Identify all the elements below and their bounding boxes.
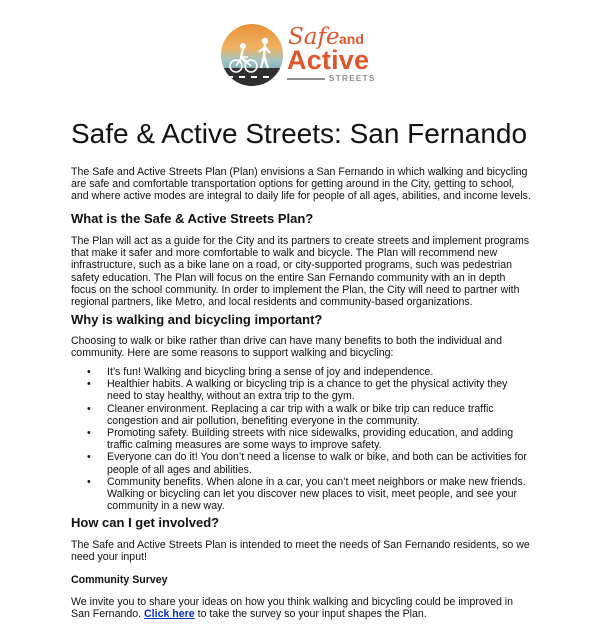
section-why-paragraph: Choosing to walk or bike rather than drive can have many benefits to both the individual and community. Here are some reasons to support walking and bicycling: <box>71 335 503 360</box>
survey-text-after: to take the survey so your input shapes the Plan. <box>194 608 427 621</box>
survey-link[interactable]: Click here <box>144 608 195 621</box>
page-title: Safe & Active Streets: San Fernando <box>71 118 528 149</box>
survey-text-before: We invite you to share your ideas on how you think walking and bicycling could be improved in San Fernando. <box>71 596 514 621</box>
section-how-paragraph: The Safe and Active Streets Plan is intended to meet the needs of San Fernando residents, so we need your input! <box>71 539 530 564</box>
section-heading-why: Why is walking and bicycling important? <box>71 312 323 327</box>
logo-word-safe: Safe <box>288 24 340 50</box>
intro-paragraph: The Safe and Active Streets Plan (Plan) envisions a San Fernando in which walking and bicycling are safe and comfortable transportation options for getting around in the City, getting to school, and where active modes are integral to daily life for people of all ages, abilities, and income levels. <box>71 166 531 203</box>
cyclist-and-pedestrian-icon <box>221 24 283 86</box>
safe-active-streets-logo <box>221 24 376 86</box>
section-what-paragraph: The Plan will act as a guide for the City and its partners to create streets and implement programs that make it safer and more comfortable to walk and bicycle. The Plan will recommend new infrastructure, such as a bike lane on a road, or city-supported programs, such was pedestrian safety education. The Plan will focus on the entire San Fernando community with an in depth focus on the school community. In order to implement the Plan, the City will need to partner with regional partners, like Metro, and local residents and community-based organizations. <box>71 235 530 309</box>
list-item: • Everyone can do it! You don’t need a license to walk or bike, and both can be activities for people of all ages and abilities. <box>71 451 531 475</box>
community-survey-heading: Community Survey <box>71 574 168 586</box>
benefits-list <box>71 366 531 512</box>
list-item: • Promoting safety. Building streets with nice sidewalks, providing education, and adding traffic calming measures are some ways to improve safety. <box>71 427 531 451</box>
list-item: • Healthier habits. A walking or bicycling trip is a chance to get the physical activity they need to stay healthy, without an extra trip to the gym. <box>71 378 531 402</box>
logo-word-active: Active <box>287 45 370 75</box>
list-item: • It’s fun! Walking and bicycling bring a sense of joy and independence. <box>71 366 531 378</box>
logo-word-streets: STREETS <box>329 74 376 83</box>
logo-word-and: and <box>339 31 364 47</box>
section-heading-what: What is the Safe & Active Streets Plan? <box>71 211 314 226</box>
list-item: • Community benefits. When alone in a car, you can’t meet neighbors or make new friends. Walking or bicycling can let you discover new places to visit, meet people, and see your community in a new way. <box>71 476 531 513</box>
list-item: • Cleaner environment. Replacing a car trip with a walk or bike trip can reduce traffic congestion and air pollution, benefiting everyone in the community. <box>71 403 531 427</box>
section-heading-how: How can I get involved? <box>71 515 220 530</box>
logo-divider <box>287 78 325 80</box>
survey-paragraph <box>71 596 531 620</box>
